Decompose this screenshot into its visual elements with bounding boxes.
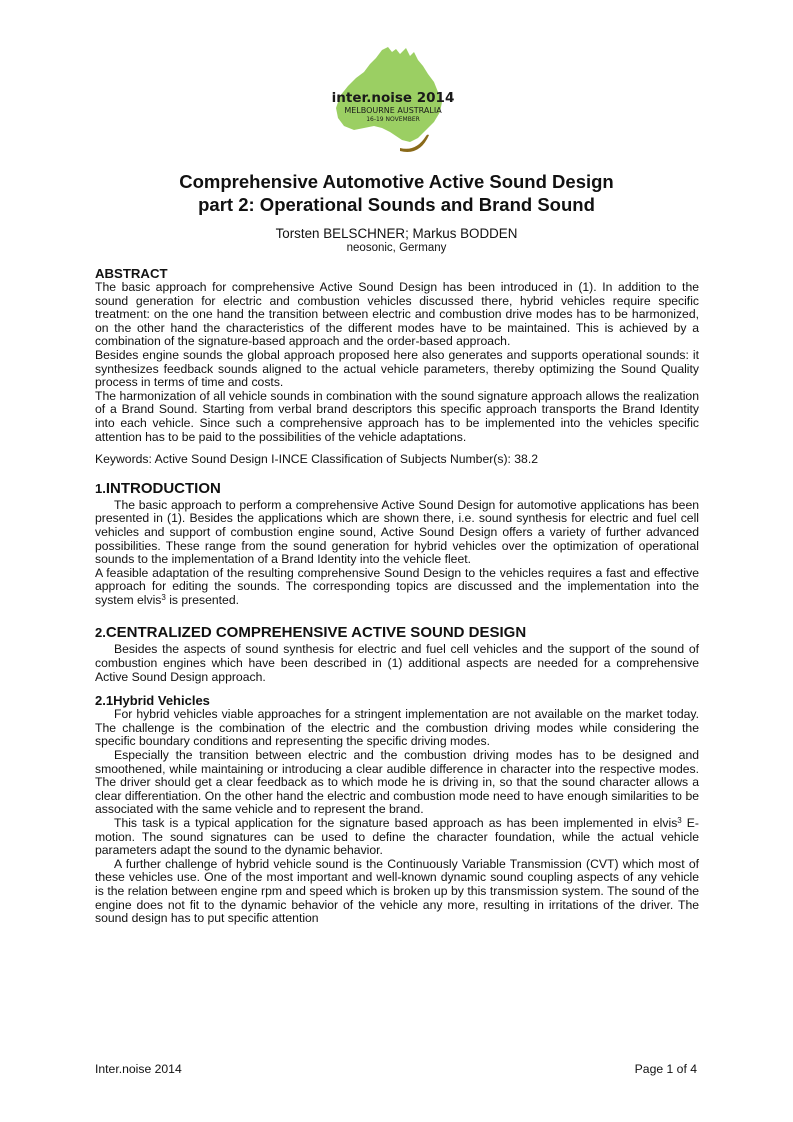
subsection-2-1-paragraph-4: A further challenge of hybrid vehicle sound is the Continuously Variable Transmission (CVT) which most of these vehicles use. One of the most important and well-known dynamic sound coupling aspects of any vehicle is the relation between engine rpm and speed which is broken up by this transmission system. The sound of the engine does not fit to the dynamic behavior of the vehicle any more, resulting in irritations of the driver. The sound design has to put specific attention [95,856,699,926]
subsection-2-1-paragraph-3-text: This task is a typical application for the signature based approach as has been implemented in elvis [114,816,678,830]
subsection-2-1-paragraph-3 [95,817,699,858]
section-1-number: 1. [95,480,106,496]
section-1-paragraph-1: The basic approach to perform a comprehensive Active Sound Design for automotive applications has been presented in (1). Besides the applications which are shown there, i.e. sound synthesis for electric and fuel cell vehicles and support of combustion engine sound, Active Sound Design offers a variety of further advanced possibilities. These range from the sound generation for hybrid vehicles over the optimization of operational sounds to the implementation of a Brand Identity into the vehicle fleet. [95,497,699,567]
section-1-paragraph-2-text: A feasible adaptation of the resulting comprehensive Sound Design to the vehicles requires a fast and effective approach for editing the sounds. The corresponding topics are discussed and the implementation into the system elvis [95,565,699,607]
logo-line2: MELBOURNE AUSTRALIA [344,106,442,115]
logo-line1: inter.noise 2014 [331,90,455,106]
logo-line3: 16-19 NOVEMBER [366,116,420,123]
abstract-heading: ABSTRACT [95,266,168,281]
keywords: Keywords: Active Sound Design I-INCE Classification of Subjects Number(s): 38.2 [95,452,538,467]
title-line1: Comprehensive Automotive Active Sound Design [179,171,614,192]
subsection-2-1-paragraph-2: Especially the transition between electric and the combustion driving modes has to be designed and smoothened, while maintaining or introducing a clear audible difference in character into the respective modes. The driver should get a clear feedback as to which mode he is driving in, so that the sound character allows a clear differentiation. On the other hand the electric and combustion mode need to have enough similarities to be associated with the same vehicle and to represent the brand. [95,748,699,817]
authors: Torsten BELSCHNER; Markus BODDEN [275,226,518,241]
conference-logo [330,44,460,160]
subsection-2-1-number: 2.1 [95,693,114,709]
title-line2: part 2: Operational Sounds and Brand Sound [198,194,595,215]
section-1-title: INTRODUCTION [105,479,221,497]
section-1-paragraph-2-end: is presented. [165,592,239,607]
section-1-heading [95,480,699,497]
subsection-2-1-paragraph-1: For hybrid vehicles viable approaches for a stringent implementation are not available on the market today. The challenge is the combination of the electric and the combustion driving modes while considering the specific boundary conditions and representing the specific driving modes. [95,707,699,749]
superscript: 3 [161,592,166,602]
superscript: 3 [677,816,682,825]
section-2-title: CENTRALIZED COMPREHENSIVE ACTIVE SOUND DESIGN [105,624,527,642]
paper-body [95,266,699,926]
paper-title [96,170,697,216]
section-2-number: 2. [95,625,106,641]
subsection-2-1-heading [95,694,699,708]
footer-page-number: Page 1 of 4 [634,1062,697,1076]
affiliation: neosonic, Germany [346,242,447,254]
subsection-2-1-title: Hybrid Vehicles [113,693,210,709]
subsection-2-1-paragraph-3-end: E-motion. The sound signatures can be used to define the character foundation, while the actual vehicle parameters adapt the sound to the dynamic behavior. [95,816,699,858]
section-2-heading [95,624,699,641]
footer-conference: Inter.noise 2014 [95,1062,182,1076]
section-1-paragraph-2 [95,567,699,608]
section-2-paragraph-1: Besides the aspects of sound synthesis for electric and fuel cell vehicles and the support of the sound of combustion engines which have been described in (1) additional aspects are needed for a comprehensive Active Sound Design approach. [95,642,699,684]
abstract-paragraph-2: Besides engine sounds the global approach proposed here also generates and supports operational sounds: it synthesizes feedback sounds aligned to the actual vehicle parameters, thereby optimizing the Sound Quality process in terms of time and costs. [95,347,699,390]
abstract-paragraph-3: The harmonization of all vehicle sounds in combination with the sound signature approach allows the realization of a Brand Sound. Starting from verbal brand descriptors this specific approach transports the Brand Identity into each vehicle. Since such a comprehensive approach has to be implemented into the vehicles specific attention has to be paid to the possibilities of the vehicle adaptations. [95,388,699,444]
abstract-paragraph-1: The basic approach for comprehensive Active Sound Design has been introduced in (1). In addition to the sound generation for electric and combustion vehicles discussed there, hybrid vehicles require specific treatment: on the one hand the transition between electric and combustion drive modes has to be harmonized, on the other hand the characteristics of the different modes have to be maintained. This is achieved by a combination of the signature-based approach and the order-based approach. [95,280,699,349]
